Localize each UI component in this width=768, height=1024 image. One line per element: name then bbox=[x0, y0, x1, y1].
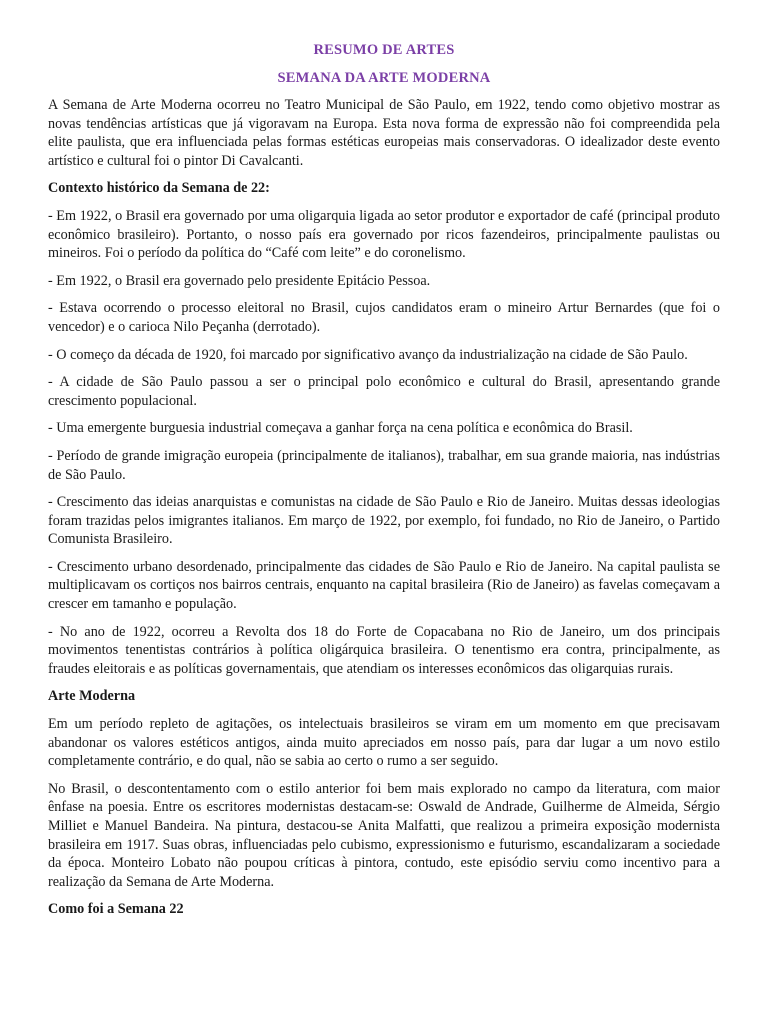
context-item: - O começo da década de 1920, foi marcado por significativo avanço da industrialização na cidade de São Paulo. bbox=[48, 346, 688, 363]
arte-moderna-heading: Arte Moderna bbox=[48, 688, 136, 705]
context-item: - A cidade de São Paulo passou a ser o principal polo econômico e cultural do Brasil, apresentando grande crescimento populacional. bbox=[48, 374, 720, 409]
context-heading: Contexto histórico da Semana de 22: bbox=[48, 180, 270, 197]
context-item: - Crescimento urbano desordenado, principalmente das cidades de São Paulo e Rio de Janeiro. Na capital paulista se multiplicavam os cortiços nos bairros centrais, enquanto na capital brasileira (Rio de Janeiro) as favelas começavam a crescer em tamanho e população. bbox=[48, 558, 720, 613]
context-item: - No ano de 1922, ocorreu a Revolta dos 18 do Forte de Copacabana no Rio de Janeiro, um dos principais movimentos tenentistas contrários à política oligárquica brasileira. O tenentismo era contra, principalmente, as fraudes eleitorais e as políticas governamentais, que atendiam os interesses econômicos das oligarquias rurais. bbox=[48, 623, 720, 677]
context-item: - Uma emergente burguesia industrial começava a ganhar força na cena política e econômica do Brasil. bbox=[48, 420, 633, 437]
context-item: - Em 1922, o Brasil era governado por uma oligarquia ligada ao setor produtor e exportador de café (principal produto econômico brasileiro). Portanto, o nosso país era governado por ricos fazendeiros, principalmente paulistas ou mineiros. Foi o período da política do “Café com leite” e do coronelismo. bbox=[48, 207, 720, 262]
arte-paragraph: Em um período repleto de agitações, os intelectuais brasileiros se viram em um momento em que precisavam abandonar os valores estéticos antigos, ainda muito apreciados em nosso país, para dar lugar a um novo estilo completamente contrário, e do qual, não se sabia ao certo o rumo a ser seguido. bbox=[48, 716, 720, 770]
document-title: RESUMO DE ARTES bbox=[313, 42, 455, 58]
arte-paragraph: No Brasil, o descontentamento com o estilo anterior foi bem mais explorado no campo da literatura, com maior ênfase na poesia. Entre os escritores modernistas destacam-se: Oswald de Andrade, Guilherme de Almeida, Sérgio Milliet e Manuel Bandeira. Na pintura, destacou-se Anita Malfatti, que realizou a primeira exposição modernista brasileira em 1917. Suas obras, influenciadas pelo cubismo, expressionismo e futurismo, escandalizaram a sociedade da época. Monteiro Lobato não poupou críticas à pintora, contudo, este episódio serviu como incentivo para a realização da Semana de Arte Moderna. bbox=[48, 780, 720, 890]
semana-heading: Como foi a Semana 22 bbox=[48, 901, 184, 918]
context-item: - Crescimento das ideias anarquistas e comunistas na cidade de São Paulo e Rio de Janeiro. Muitas dessas ideologias foram trazidas pelos imigrantes italianos. Em março de 1922, por exemplo, foi fundado, no Rio de Janeiro, o Partido Comunista Brasileiro. bbox=[48, 494, 720, 548]
context-item: - Em 1922, o Brasil era governado pelo presidente Epitácio Pessoa. bbox=[48, 272, 431, 289]
context-item: - Estava ocorrendo o processo eleitoral no Brasil, cujos candidatos eram o mineiro Artur Bernardes (que foi o vencedor) e o carioca Nilo Peçanha (derrotado). bbox=[48, 300, 720, 335]
context-item: - Período de grande imigração europeia (principalmente de italianos), trabalhar, em sua grande maioria, nas indústrias de São Paulo. bbox=[48, 447, 720, 483]
document-subtitle: SEMANA DA ARTE MODERNA bbox=[277, 70, 491, 86]
intro-paragraph: A Semana de Arte Moderna ocorreu no Teatro Municipal de São Paulo, em 1922, tendo como objetivo mostrar as novas tendências artísticas que já vigoravam na Europa. Esta nova forma de expressão não foi compreendida pela elite paulista, que era influenciada pelas formas estéticas europeias mais conservadoras. O idealizador deste evento artístico e cultural foi o pintor Di Cavalcanti. bbox=[48, 97, 720, 169]
